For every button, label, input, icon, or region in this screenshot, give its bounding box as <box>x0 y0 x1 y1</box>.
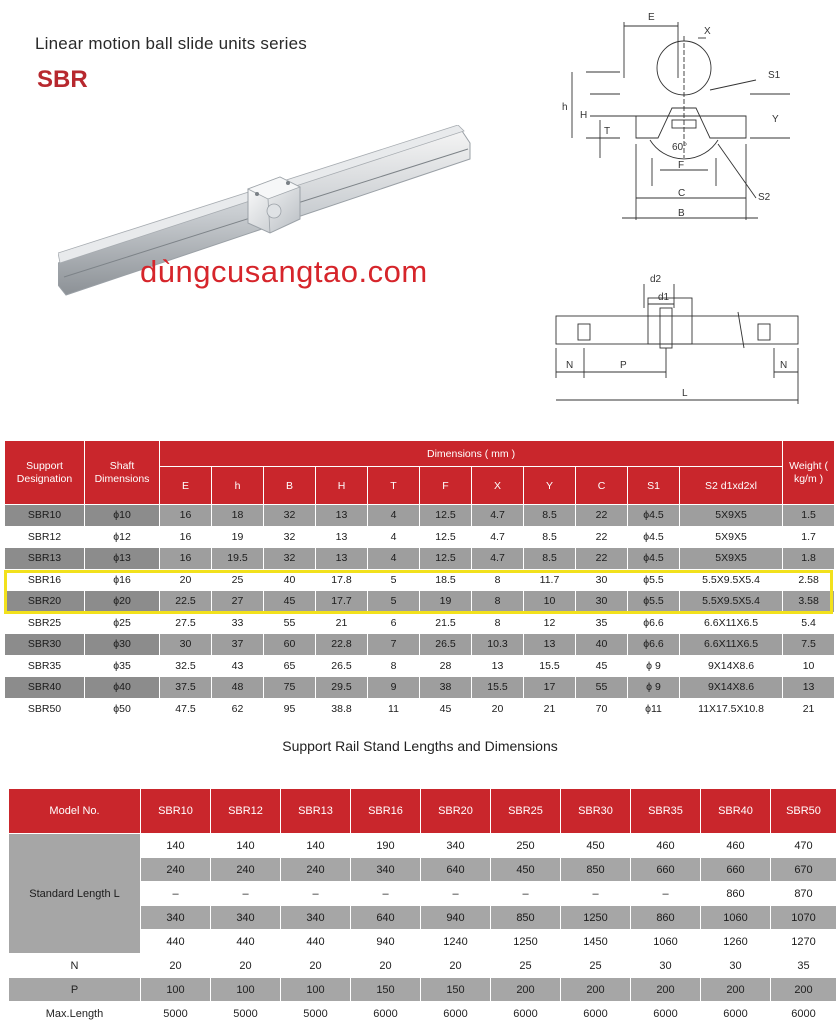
table-cell: 450 <box>561 834 631 858</box>
table-cell: 9X14X8.6 <box>680 655 783 677</box>
table-cell: 13 <box>316 548 368 570</box>
table-cell: 13 <box>472 655 524 677</box>
table-cell: 4 <box>368 548 420 570</box>
col-dim-9: S1 <box>628 467 680 505</box>
col-dim-3: H <box>316 467 368 505</box>
table-cell: 33 <box>212 612 264 634</box>
table-row <box>5 677 835 699</box>
label-Y: Y <box>772 114 779 125</box>
table-cell: – <box>631 882 701 906</box>
table-cell: 850 <box>561 858 631 882</box>
table-cell: ϕ5.5 <box>628 591 680 613</box>
table-cell: 1270 <box>771 930 837 954</box>
table-cell: 200 <box>491 978 561 1002</box>
table-cell: 6.6X11X6.5 <box>680 612 783 634</box>
table-cell: 11X17.5X10.8 <box>680 698 783 720</box>
table-cell: 45 <box>264 591 316 613</box>
table-cell: ϕ4.5 <box>628 505 680 527</box>
table-cell: 20 <box>141 954 211 978</box>
table-cell: 20 <box>281 954 351 978</box>
table-row <box>5 526 835 548</box>
label-h: h <box>562 102 568 113</box>
table-cell: ϕ11 <box>628 698 680 720</box>
table-cell: 22 <box>576 526 628 548</box>
table-cell: 4.7 <box>472 505 524 527</box>
table-cell: 55 <box>576 677 628 699</box>
table-cell: 8.5 <box>524 526 576 548</box>
table-cell: 70 <box>576 698 628 720</box>
table-cell: 60 <box>264 634 316 656</box>
table-cell: 22.8 <box>316 634 368 656</box>
col-model: SBR30 <box>561 789 631 834</box>
table-cell: 150 <box>351 978 421 1002</box>
table-cell: – <box>281 882 351 906</box>
table-cell: 25 <box>561 954 631 978</box>
table-cell: 240 <box>211 858 281 882</box>
table-cell: 11.7 <box>524 569 576 591</box>
table-cell: 6000 <box>351 1002 421 1026</box>
series-code: SBR <box>37 66 88 93</box>
table-cell: ϕ12 <box>85 526 160 548</box>
table-cell: ϕ16 <box>85 569 160 591</box>
table-cell: 17 <box>524 677 576 699</box>
table-cell: 860 <box>631 906 701 930</box>
table-row <box>5 698 835 720</box>
table-cell: 860 <box>701 882 771 906</box>
col-dim-0: E <box>160 467 212 505</box>
table-cell: 6000 <box>631 1002 701 1026</box>
table-cell: 1260 <box>701 930 771 954</box>
table-cell: 17.7 <box>316 591 368 613</box>
table-cell: 15.5 <box>472 677 524 699</box>
table-cell: ϕ6.6 <box>628 612 680 634</box>
table-cell: 75 <box>264 677 316 699</box>
table-cell: ϕ50 <box>85 698 160 720</box>
table-cell: 8 <box>472 569 524 591</box>
table-cell: ϕ6.6 <box>628 634 680 656</box>
table-cell: 21 <box>783 698 835 720</box>
table-cell: 26.5 <box>316 655 368 677</box>
label-H: H <box>580 110 588 121</box>
col-model: SBR10 <box>141 789 211 834</box>
label-P: P <box>620 360 627 371</box>
table-cell: 19 <box>212 526 264 548</box>
label-X: X <box>704 26 711 37</box>
table-cell: 660 <box>701 858 771 882</box>
table-cell: 940 <box>351 930 421 954</box>
table-cell: 20 <box>211 954 281 978</box>
table-cell: 32 <box>264 548 316 570</box>
table-cell: 7 <box>368 634 420 656</box>
table-cell: 6000 <box>561 1002 631 1026</box>
max-length-row-label: Max.Length <box>9 1002 141 1026</box>
table-cell: ϕ 9 <box>628 655 680 677</box>
table-cell: 200 <box>771 978 837 1002</box>
table-cell: SBR40 <box>5 677 85 699</box>
table-cell: 6 <box>368 612 420 634</box>
table-cell: 3.58 <box>783 591 835 613</box>
col-dim-8: C <box>576 467 628 505</box>
table-cell: 45 <box>420 698 472 720</box>
table-cell: 5000 <box>141 1002 211 1026</box>
table-cell: 40 <box>576 634 628 656</box>
table-cell: 17.8 <box>316 569 368 591</box>
table-cell: ϕ40 <box>85 677 160 699</box>
table-cell: 100 <box>211 978 281 1002</box>
table-cell: 10 <box>524 591 576 613</box>
table-cell: 5X9X5 <box>680 505 783 527</box>
table-cell: ϕ25 <box>85 612 160 634</box>
table-cell: ϕ5.5 <box>628 569 680 591</box>
table-cell: 1250 <box>491 930 561 954</box>
table-cell: 340 <box>351 858 421 882</box>
table-cell: 340 <box>141 906 211 930</box>
label-L: L <box>682 388 688 399</box>
table-cell: 5.5X9.5X5.4 <box>680 591 783 613</box>
table-cell: SBR10 <box>5 505 85 527</box>
table-cell: 18.5 <box>420 569 472 591</box>
table-cell: 340 <box>211 906 281 930</box>
table-cell: SBR25 <box>5 612 85 634</box>
table-row <box>5 548 835 570</box>
table-cell: 21 <box>524 698 576 720</box>
table-cell: ϕ35 <box>85 655 160 677</box>
col-model: SBR50 <box>771 789 837 834</box>
table-cell: ϕ30 <box>85 634 160 656</box>
table-cell: 32.5 <box>160 655 212 677</box>
table-cell: 5 <box>368 591 420 613</box>
table-cell: 32 <box>264 505 316 527</box>
rail-lengths-table <box>8 788 837 1026</box>
table-cell: 1060 <box>701 906 771 930</box>
table-cell: ϕ 9 <box>628 677 680 699</box>
table-cell: 20 <box>472 698 524 720</box>
label-d1: d1 <box>658 292 670 303</box>
table-cell: 11 <box>368 698 420 720</box>
col-dim-6: X <box>472 467 524 505</box>
table-cell: 6000 <box>421 1002 491 1026</box>
table-cell: 4 <box>368 526 420 548</box>
table-cell: SBR16 <box>5 569 85 591</box>
p-row-label: P <box>9 978 141 1002</box>
col-model: SBR40 <box>701 789 771 834</box>
table-cell: 940 <box>421 906 491 930</box>
table-cell: 1.7 <box>783 526 835 548</box>
table-cell: 850 <box>491 906 561 930</box>
table-cell: – <box>421 882 491 906</box>
table-cell: 30 <box>701 954 771 978</box>
table-cell: 19.5 <box>212 548 264 570</box>
table-cell: 13 <box>783 677 835 699</box>
table-cell: 25 <box>491 954 561 978</box>
table-cell: 200 <box>561 978 631 1002</box>
col-support-designation: Support Designation <box>5 441 85 505</box>
table-cell: 6000 <box>491 1002 561 1026</box>
table-cell: 65 <box>264 655 316 677</box>
table-cell: 240 <box>281 858 351 882</box>
rail-table-title: Support Rail Stand Lengths and Dimensions <box>282 738 558 754</box>
table-cell: 30 <box>631 954 701 978</box>
table-cell: 16 <box>160 505 212 527</box>
table-cell: 450 <box>491 858 561 882</box>
dimensions-group-header: Dimensions ( mm ) <box>160 441 783 467</box>
table-cell: 25 <box>212 569 264 591</box>
table-cell: 460 <box>701 834 771 858</box>
table-cell: 12.5 <box>420 526 472 548</box>
side-view-diagram <box>548 268 840 410</box>
table-cell: SBR30 <box>5 634 85 656</box>
table-cell: 140 <box>141 834 211 858</box>
table-cell: 28 <box>420 655 472 677</box>
table-cell: 9 <box>368 677 420 699</box>
table-cell: SBR12 <box>5 526 85 548</box>
table-cell: 5X9X5 <box>680 526 783 548</box>
table-cell: SBR35 <box>5 655 85 677</box>
table-cell: SBR13 <box>5 548 85 570</box>
table-cell: 12.5 <box>420 505 472 527</box>
n-row-label: N <box>9 954 141 978</box>
table-cell: 200 <box>701 978 771 1002</box>
table-cell: 10.3 <box>472 634 524 656</box>
table-cell: 200 <box>631 978 701 1002</box>
col-model: SBR25 <box>491 789 561 834</box>
dimensions-table <box>4 440 835 720</box>
table-cell: 1450 <box>561 930 631 954</box>
p-row <box>9 978 837 1002</box>
table-cell: ϕ20 <box>85 591 160 613</box>
n-row <box>9 954 837 978</box>
series-title: Linear motion ball slide units series <box>35 34 307 53</box>
table-cell: 20 <box>421 954 491 978</box>
table-cell: ϕ4.5 <box>628 548 680 570</box>
table-cell: 40 <box>264 569 316 591</box>
table-cell: 440 <box>281 930 351 954</box>
table-cell: 32 <box>264 526 316 548</box>
table-cell: 22 <box>576 505 628 527</box>
label-E: E <box>648 12 655 23</box>
table-cell: 8 <box>472 612 524 634</box>
table-cell: 6000 <box>771 1002 837 1026</box>
table-cell: 670 <box>771 858 837 882</box>
table-row <box>5 569 835 591</box>
table-row <box>5 655 835 677</box>
table-cell: 5.4 <box>783 612 835 634</box>
table-cell: 8.5 <box>524 505 576 527</box>
table-cell: 13 <box>524 634 576 656</box>
table-row <box>9 834 837 858</box>
table-cell: 12.5 <box>420 548 472 570</box>
label-B: B <box>678 208 685 219</box>
col-model: SBR13 <box>281 789 351 834</box>
col-dim-4: T <box>368 467 420 505</box>
table-cell: 27.5 <box>160 612 212 634</box>
table-cell: 250 <box>491 834 561 858</box>
label-S2: S2 <box>758 192 771 203</box>
table-cell: 470 <box>771 834 837 858</box>
table-cell: 21.5 <box>420 612 472 634</box>
table-cell: 5000 <box>281 1002 351 1026</box>
label-N-right: N <box>780 360 788 371</box>
table-cell: – <box>211 882 281 906</box>
table-cell: 35 <box>771 954 837 978</box>
table-cell: 21 <box>316 612 368 634</box>
table-cell: 8 <box>368 655 420 677</box>
table-cell: – <box>141 882 211 906</box>
col-dim-2: B <box>264 467 316 505</box>
table-cell: ϕ4.5 <box>628 526 680 548</box>
table-cell: 1.8 <box>783 548 835 570</box>
table-cell: 95 <box>264 698 316 720</box>
table-cell: – <box>491 882 561 906</box>
table-cell: 140 <box>211 834 281 858</box>
table-cell: 27 <box>212 591 264 613</box>
table-cell: 190 <box>351 834 421 858</box>
table-cell: 16 <box>160 548 212 570</box>
label-C: C <box>678 188 686 199</box>
table-cell: 29.5 <box>316 677 368 699</box>
max-length-row <box>9 1002 837 1026</box>
table-cell: 100 <box>141 978 211 1002</box>
table-cell: 47.5 <box>160 698 212 720</box>
label-F: F <box>678 160 685 171</box>
table-cell: 1.5 <box>783 505 835 527</box>
col-model: SBR20 <box>421 789 491 834</box>
table-cell: 62 <box>212 698 264 720</box>
table-cell: 22.5 <box>160 591 212 613</box>
col-dim-7: Y <box>524 467 576 505</box>
table-cell: 8 <box>472 591 524 613</box>
table-cell: 1240 <box>421 930 491 954</box>
table-cell: 38 <box>420 677 472 699</box>
table-cell: 45 <box>576 655 628 677</box>
table-cell: 150 <box>421 978 491 1002</box>
table-cell: 7.5 <box>783 634 835 656</box>
table-cell: 440 <box>141 930 211 954</box>
table-cell: 35 <box>576 612 628 634</box>
table-cell: 13 <box>316 505 368 527</box>
table-cell: 4.7 <box>472 548 524 570</box>
table-cell: 4 <box>368 505 420 527</box>
table-cell: 8.5 <box>524 548 576 570</box>
table-cell: 38.8 <box>316 698 368 720</box>
table-row <box>5 591 835 613</box>
table-row <box>5 505 835 527</box>
table-cell: 19 <box>420 591 472 613</box>
table-row <box>5 634 835 656</box>
table-cell: 5 <box>368 569 420 591</box>
col-weight: Weight ( kg/m ) <box>783 441 835 505</box>
col-model: SBR35 <box>631 789 701 834</box>
table-cell: 16 <box>160 526 212 548</box>
table-cell: 5X9X5 <box>680 548 783 570</box>
cross-section-diagram <box>560 8 840 233</box>
table-cell: 640 <box>351 906 421 930</box>
table-cell: 6.6X11X6.5 <box>680 634 783 656</box>
table-cell: 10 <box>783 655 835 677</box>
col-model: SBR12 <box>211 789 281 834</box>
table-cell: 37.5 <box>160 677 212 699</box>
table-cell: 1250 <box>561 906 631 930</box>
col-dim-5: F <box>420 467 472 505</box>
table-cell: 37 <box>212 634 264 656</box>
table-cell: 20 <box>160 569 212 591</box>
table-cell: SBR50 <box>5 698 85 720</box>
label-S1: S1 <box>768 70 781 81</box>
table-cell: 440 <box>211 930 281 954</box>
table-cell: 22 <box>576 548 628 570</box>
table-cell: 1060 <box>631 930 701 954</box>
table-cell: 640 <box>421 858 491 882</box>
table-cell: 20 <box>351 954 421 978</box>
col-model: SBR16 <box>351 789 421 834</box>
table-cell: 460 <box>631 834 701 858</box>
table-cell: 13 <box>316 526 368 548</box>
label-N-left: N <box>566 360 574 371</box>
table-cell: 140 <box>281 834 351 858</box>
table-cell: – <box>351 882 421 906</box>
table-row <box>5 612 835 634</box>
label-angle: 60° <box>672 142 688 153</box>
table-cell: 48 <box>212 677 264 699</box>
table-cell: 340 <box>421 834 491 858</box>
col-dim-10: S2 d1xd2xl <box>680 467 783 505</box>
table-cell: 1070 <box>771 906 837 930</box>
table-cell: SBR20 <box>5 591 85 613</box>
table-cell: 43 <box>212 655 264 677</box>
table-cell: 6000 <box>701 1002 771 1026</box>
table-cell: 2.58 <box>783 569 835 591</box>
table-cell: 18 <box>212 505 264 527</box>
col-model-no: Model No. <box>9 789 141 834</box>
col-dim-1: h <box>212 467 264 505</box>
table-cell: 870 <box>771 882 837 906</box>
table-cell: – <box>561 882 631 906</box>
table-cell: 12 <box>524 612 576 634</box>
table-cell: 5000 <box>211 1002 281 1026</box>
table-cell: 5.5X9.5X5.4 <box>680 569 783 591</box>
table-cell: 4.7 <box>472 526 524 548</box>
label-T: T <box>604 126 611 137</box>
table-cell: 660 <box>631 858 701 882</box>
table-cell: 30 <box>160 634 212 656</box>
table-cell: 9X14X8.6 <box>680 677 783 699</box>
table-cell: 26.5 <box>420 634 472 656</box>
table-cell: 30 <box>576 591 628 613</box>
label-d2: d2 <box>650 274 662 285</box>
table-cell: 240 <box>141 858 211 882</box>
table-cell: 15.5 <box>524 655 576 677</box>
standard-length-label: Standard Length L <box>9 834 141 954</box>
watermark-text: dùngcusangtao.com <box>140 254 428 289</box>
table-cell: ϕ10 <box>85 505 160 527</box>
table-cell: 30 <box>576 569 628 591</box>
table-cell: 55 <box>264 612 316 634</box>
table-cell: ϕ13 <box>85 548 160 570</box>
table-cell: 100 <box>281 978 351 1002</box>
col-shaft-dimensions: Shaft Dimensions <box>85 441 160 505</box>
table-cell: 340 <box>281 906 351 930</box>
